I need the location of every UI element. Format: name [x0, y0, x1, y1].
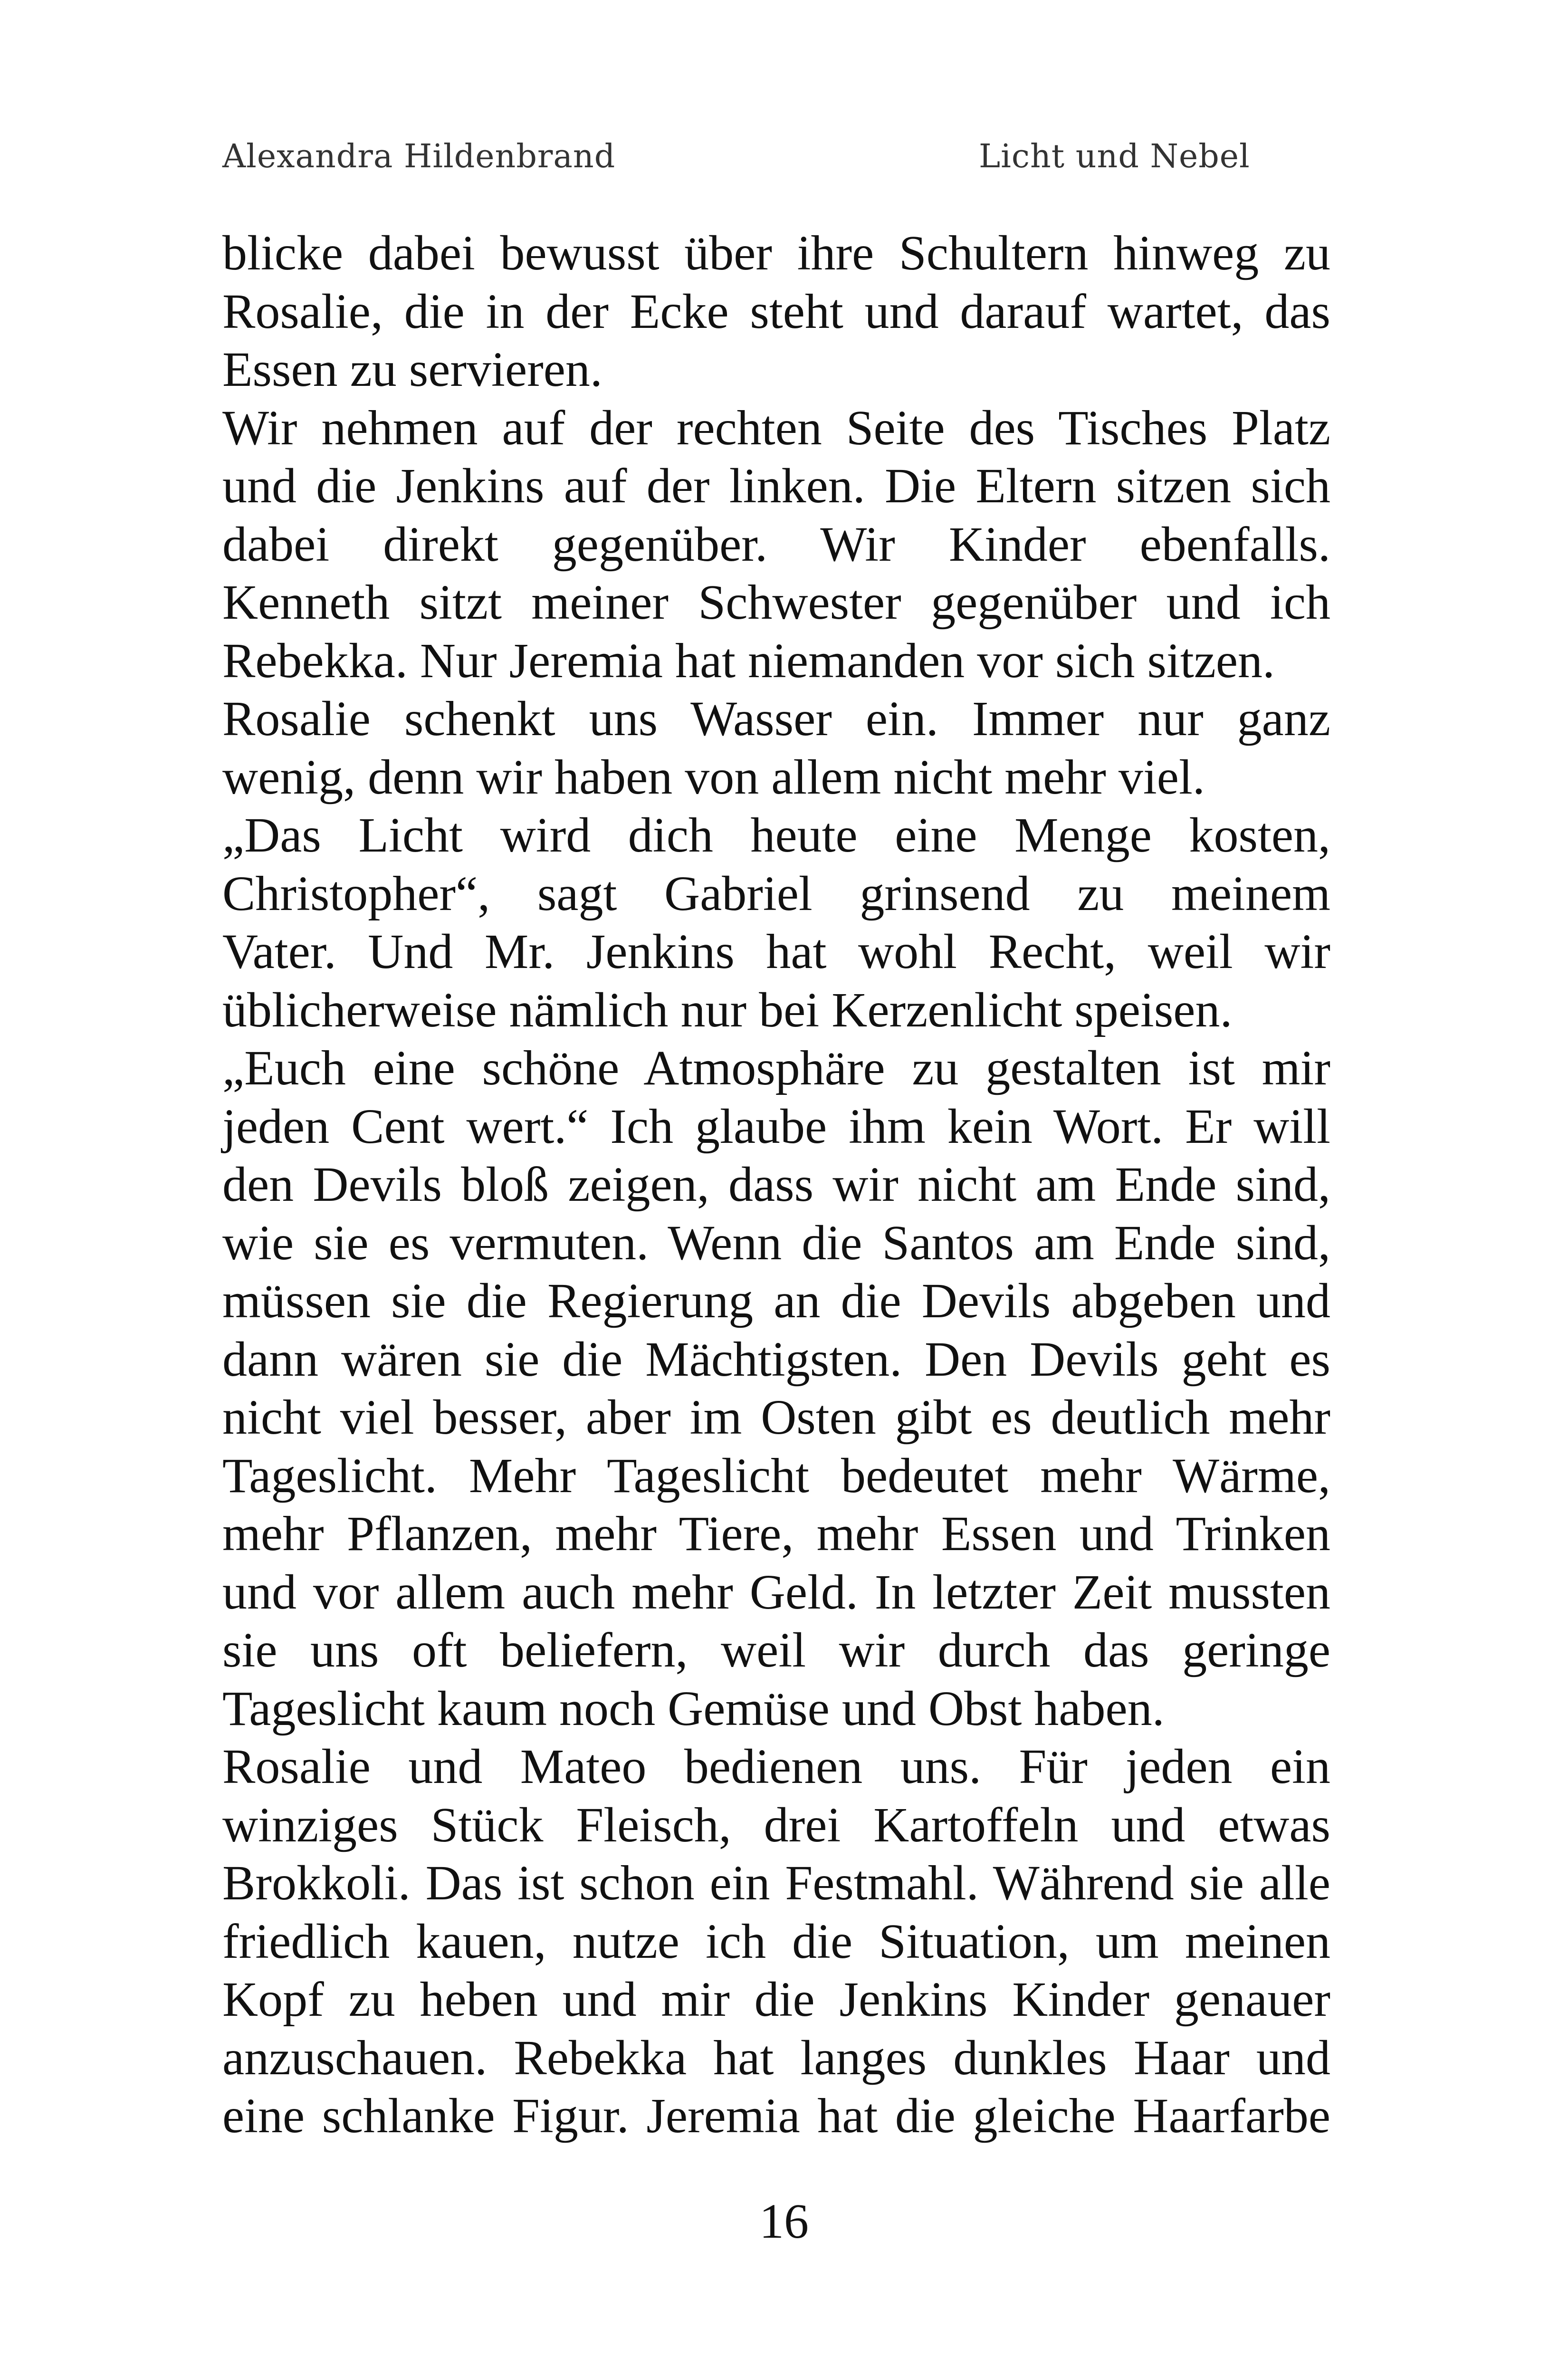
text-line: Vater. Und Mr. Jenkins hat wohl Recht, weil wir — [222, 924, 1330, 979]
text-line: „Das Licht wird dich heute eine Menge kosten, — [222, 808, 1330, 862]
text-line: „Euch eine schöne Atmosphäre zu gestalten ist mir — [222, 1041, 1330, 1095]
text-line: den Devils bloß zeigen, dass wir nicht am Ende sind, — [222, 1157, 1330, 1212]
text-line: eine schlanke Figur. Jeremia hat die gleiche Haarfarbe — [222, 2089, 1330, 2143]
text-line: nicht viel besser, aber im Osten gibt es deutlich mehr — [222, 1390, 1330, 1445]
text-line: Rosalie und Mateo bedienen uns. Für jeden ein — [222, 1739, 1330, 1794]
text-line: und die Jenkins auf der linken. Die Eltern sitzen sich — [222, 459, 1330, 513]
running-header — [222, 138, 1250, 190]
text-line: Kopf zu heben und mir die Jenkins Kinder genauer — [222, 1972, 1330, 2027]
text-line: mehr Pflanzen, mehr Tiere, mehr Essen und Trinken — [222, 1506, 1330, 1561]
header-book-title: Licht und Nebel — [979, 138, 1250, 175]
body-text — [222, 224, 1330, 2146]
text-line: müssen sie die Regierung an die Devils abgeben und — [222, 1274, 1330, 1328]
text-line: Christopher“, sagt Gabriel grinsend zu meinem — [222, 866, 1330, 921]
text-line: Rosalie, die in der Ecke steht und darauf wartet, das — [222, 284, 1330, 339]
text-line: Essen zu servieren. — [222, 342, 602, 397]
text-line: Tageslicht kaum noch Gemüse und Obst haben. — [222, 1681, 1165, 1736]
text-line: blicke dabei bewusst über ihre Schultern hinweg zu — [222, 226, 1330, 280]
text-line: Rebekka. Nur Jeremia hat niemanden vor sich sitzen. — [222, 633, 1275, 688]
text-line: Rosalie schenkt uns Wasser ein. Immer nur ganz — [222, 691, 1330, 746]
text-line: üblicherweise nämlich nur bei Kerzenlicht speisen. — [222, 982, 1233, 1037]
text-line: winziges Stück Fleisch, drei Kartoffeln und etwas — [222, 1797, 1330, 1852]
text-line: jeden Cent wert.“ Ich glaube ihm kein Wort. Er will — [222, 1099, 1330, 1154]
text-line: Wir nehmen auf der rechten Seite des Tisches Platz — [222, 400, 1330, 455]
header-author: Alexandra Hildenbrand — [222, 138, 616, 175]
text-line: dabei direkt gegenüber. Wir Kinder ebenfalls. — [222, 517, 1330, 572]
text-line: friedlich kauen, nutze ich die Situation, um meinen — [222, 1914, 1330, 1969]
text-line: Tageslicht. Mehr Tageslicht bedeutet mehr Wärme, — [222, 1448, 1330, 1503]
text-line: Brokkoli. Das ist schon ein Festmahl. Während sie alle — [222, 1856, 1330, 1910]
text-line: Kenneth sitzt meiner Schwester gegenüber und ich — [222, 575, 1330, 630]
page-number: 16 — [759, 2194, 809, 2249]
text-line: wie sie es vermuten. Wenn die Santos am Ende sind, — [222, 1215, 1330, 1270]
text-line: sie uns oft beliefern, weil wir durch das geringe — [222, 1623, 1330, 1677]
text-line: anzuschauen. Rebekka hat langes dunkles Haar und — [222, 2030, 1330, 2085]
text-line: und vor allem auch mehr Geld. In letzter Zeit mussten — [222, 1564, 1330, 1619]
text-line: wenig, denn wir haben von allem nicht mehr viel. — [222, 749, 1205, 805]
text-line: dann wären sie die Mächtigsten. Den Devils geht es — [222, 1332, 1330, 1387]
